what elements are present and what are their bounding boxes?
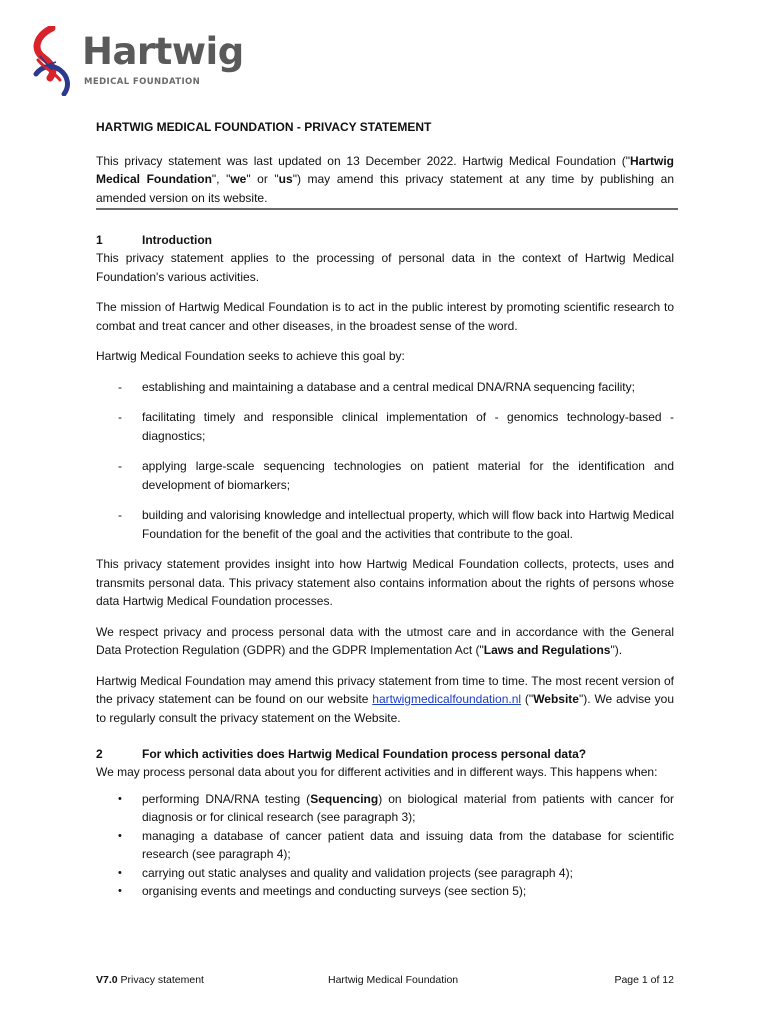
list-item: - building and valorising knowledge and intellectual property, which will flow back into Hartwig Medical Foundation for the benefit of the goal and the activities that contribute to the goal. <box>118 508 674 541</box>
intro-paragraph: This privacy statement was last updated on 13 December 2022. Hartwig Medical Foundation ("Hartwig Medical Foundation", "we" or "us") may amend this privacy statement at any time by publishing an amended version on its website. <box>96 153 674 205</box>
page-footer <box>96 974 674 990</box>
section-title: Introduction <box>142 233 212 247</box>
section-2-heading <box>96 745 674 763</box>
section-number: 1 <box>96 233 103 247</box>
paragraph: This privacy statement applies to the processing of personal data in the context of Hartwig Medical Foundation's various activities. <box>96 251 674 284</box>
footer-organisation: Hartwig Medical Foundation <box>328 974 459 986</box>
list-item: - applying large-scale sequencing technologies on patient material for the identification and development of biomarkers; <box>118 459 674 492</box>
document-body <box>96 118 674 901</box>
paragraph: We may process personal data about you for different activities and in different ways. This happens when: <box>96 765 658 779</box>
page-number: Page 1 of 12 <box>614 974 674 986</box>
paragraph: Hartwig Medical Foundation seeks to achieve this goal by: <box>96 349 405 363</box>
section-1-heading <box>96 231 674 249</box>
footer-version: V7.0 Privacy statement <box>96 974 204 986</box>
list-item: • organising events and meetings and conducting surveys (see section 5); <box>118 884 527 898</box>
paragraph: Hartwig Medical Foundation may amend this privacy statement from time to time. The most recent version of the privacy statement can be found on our website hartwigmedicalfoundation.nl ("Website"). We advise you to regularly consult the privacy statement on the Website. <box>96 673 674 725</box>
divider <box>96 208 678 210</box>
goals-list <box>96 378 674 544</box>
website-link[interactable]: hartwigmedicalfoundation.nl <box>372 692 522 706</box>
list-item: • performing DNA/RNA testing (Sequencing) on biological material from patients with cancer for diagnosis or for clinical research (see paragraph 3); <box>118 791 674 824</box>
paragraph: We respect privacy and process personal data with the utmost care and in accordance with the General Data Protection Regulation (GDPR) and the GDPR Implementation Act ("Laws and Regulations"). <box>96 624 674 657</box>
paragraph: The mission of Hartwig Medical Foundation is to act in the public interest by promoting scientific research to combat and treat cancer and other diseases, in the broadest sense of the word. <box>96 300 674 333</box>
helix-logo-icon <box>30 26 80 96</box>
section-number: 2 <box>96 747 103 761</box>
list-item: • managing a database of cancer patient data and issuing data from the database for scientific research (see paragraph 4); <box>118 828 674 861</box>
activities-list <box>96 790 674 901</box>
hartwig-logo <box>30 26 244 96</box>
logo-wordmark: Hartwig <box>82 30 244 73</box>
section-title: For which activities does Hartwig Medical Foundation process personal data? <box>142 747 587 761</box>
list-item: - establishing and maintaining a database and a central medical DNA/RNA sequencing facility; <box>118 379 635 394</box>
list-item: - facilitating timely and responsible clinical implementation of - genomics technology-based - diagnostics; <box>118 410 674 443</box>
page-title: HARTWIG MEDICAL FOUNDATION - PRIVACY STATEMENT <box>96 120 432 134</box>
list-item: • carrying out static analyses and quality and validation projects (see paragraph 4); <box>118 865 573 880</box>
logo-subtitle: MEDICAL FOUNDATION <box>84 77 201 87</box>
paragraph: This privacy statement provides insight into how Hartwig Medical Foundation collects, protects, uses and transmits personal data. This privacy statement also contains information about the rights of persons whose data Hartwig Medical Foundation processes. <box>96 557 674 608</box>
